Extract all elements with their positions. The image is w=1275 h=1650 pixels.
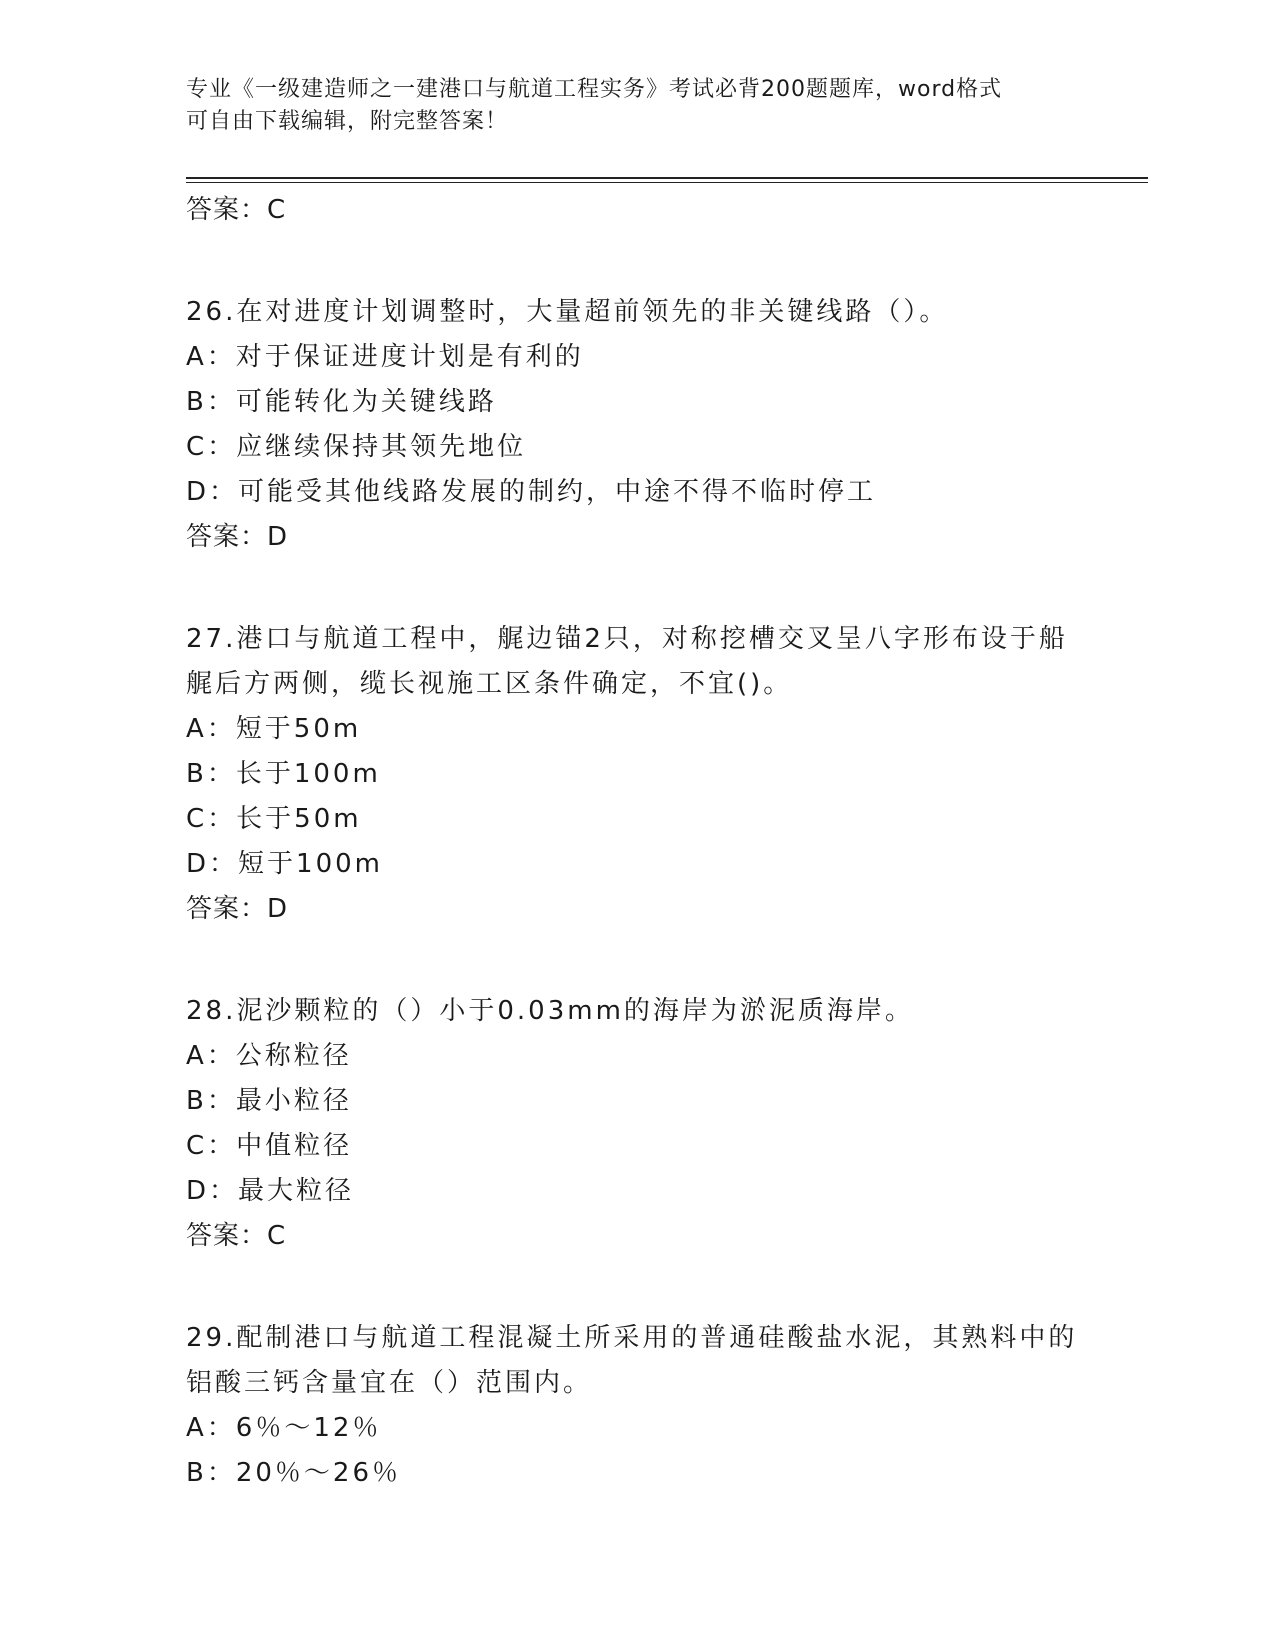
question-text-line-2: 铝酸三钙含量宜在（）范围内。 xyxy=(186,1368,593,1398)
question-27 xyxy=(186,617,1086,931)
question-list xyxy=(186,188,1086,1496)
option-c: C：应继续保持其领先地位 xyxy=(186,432,527,462)
option-b: B：可能转化为关键线路 xyxy=(186,387,497,417)
spacer xyxy=(186,559,1086,617)
question-29 xyxy=(186,1316,1086,1496)
option-d: D：最大粒径 xyxy=(186,1176,355,1206)
header-title-line-1: 专业《一级建造师之一建港口与航道工程实务》考试必背200题题库，word格式 xyxy=(186,77,1003,102)
option-a: A：对于保证进度计划是有利的 xyxy=(186,342,584,372)
answer xyxy=(186,515,1086,559)
answer xyxy=(186,1214,1086,1258)
option-a: A：短于50m xyxy=(186,714,362,744)
question-text-line-1: 29.配制港口与航道工程混凝土所采用的普通硅酸盐水泥，其熟料中的 xyxy=(186,1323,1078,1353)
spacer xyxy=(186,1258,1086,1316)
question-text-line-2: 艉后方两侧，缆长视施工区条件确定，不宜()。 xyxy=(186,669,793,699)
option-b: B：最小粒径 xyxy=(186,1086,352,1116)
header-divider-thin xyxy=(186,182,1148,183)
question-text-line-1: 27.港口与航道工程中，艉边锚2只，对称挖槽交叉呈八字形布设于船 xyxy=(186,624,1068,654)
answer-value: D xyxy=(267,894,289,924)
answer-label: 答案： xyxy=(186,894,268,924)
question-26 xyxy=(186,290,1086,559)
option-b: B：长于100m xyxy=(186,759,381,789)
header-divider-thick xyxy=(186,177,1148,179)
answer xyxy=(186,887,1086,931)
answer-value: C xyxy=(267,195,287,225)
option-c: C：长于50m xyxy=(186,804,362,834)
spacer xyxy=(186,931,1086,989)
option-c: C：中值粒径 xyxy=(186,1131,353,1161)
option-d: D：短于100m xyxy=(186,849,383,879)
option-a: A：公称粒径 xyxy=(186,1041,352,1071)
answer-label: 答案： xyxy=(186,195,268,225)
option-b: B：20％～26％ xyxy=(186,1458,402,1488)
answer-value: D xyxy=(267,522,289,552)
option-a: A：6％～12％ xyxy=(186,1413,382,1443)
document-header xyxy=(186,74,1066,138)
spacer xyxy=(186,232,1086,290)
header-title-line-2: 可自由下载编辑，附完整答案！ xyxy=(186,109,509,134)
answer-value: C xyxy=(267,1221,287,1251)
question-28 xyxy=(186,989,1086,1258)
answer-label: 答案： xyxy=(186,522,268,552)
question-text: 28.泥沙颗粒的（）小于0.03mm的海岸为淤泥质海岸。 xyxy=(186,996,914,1026)
previous-answer xyxy=(186,188,1086,232)
answer-label: 答案： xyxy=(186,1221,268,1251)
option-d: D：可能受其他线路发展的制约，中途不得不临时停工 xyxy=(186,477,877,507)
question-text: 26.在对进度计划调整时，大量超前领先的非关键线路（）。 xyxy=(186,297,949,327)
